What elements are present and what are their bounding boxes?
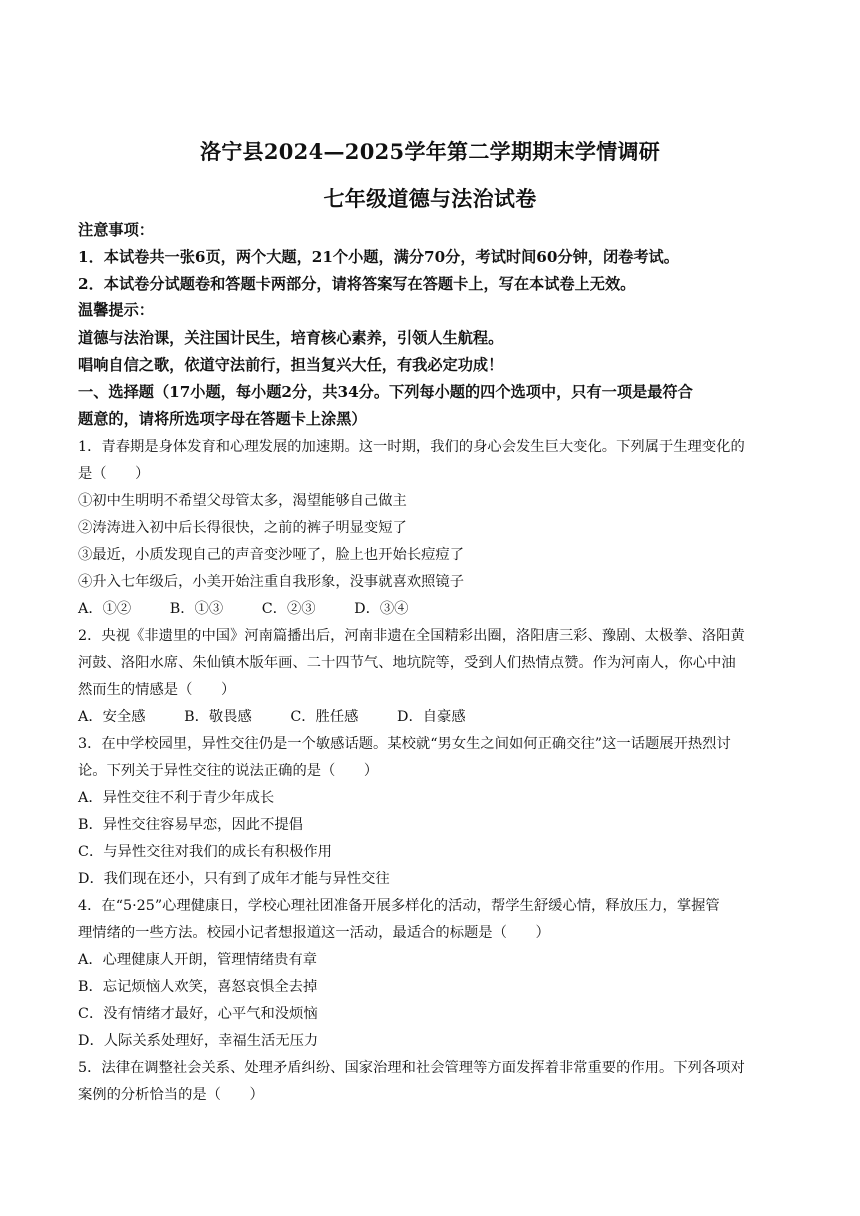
q4-option-d: D．人际关系处理好，幸福生活无压力 [78, 1033, 319, 1049]
q2-option-b: B．敬畏感 [184, 709, 252, 725]
q2-options [78, 707, 500, 727]
q3-stem-line-2: 论。下列关于异性交往的说法正确的是（ ） [78, 763, 379, 779]
q1-stem-line-1: 1．青春期是身体发育和心理发展的加速期。这一时期，我们的身心会发生巨大变化。下列属于生理变化的 [78, 439, 745, 455]
q1-stem-line-2: 是（ ） [78, 466, 150, 482]
tips-heading: 温馨提示： [78, 301, 154, 319]
q1-statement-1: ①初中生明明不希望父母管太多，渴望能够自己做主 [78, 493, 407, 509]
q2-stem-line-3: 然而生的情感是（ ） [78, 682, 236, 698]
notice-heading: 注意事项： [78, 221, 154, 239]
q1-option-d: D．③④ [354, 601, 409, 617]
q1-statement-3: ③最近，小质发现自己的声音变沙哑了，脸上也开始长痘痘了 [78, 547, 465, 563]
q2-stem-line-2: 河鼓、洛阳水席、朱仙镇木版年画、二十四节气、地坑院等，受到人们热情点赞。作为河南人，你心中油 [78, 655, 736, 671]
q4-stem-line-1: 4．在“5·25”心理健康日，学校心理社团准备开展多样化的活动，帮学生舒缓心情，释放压力，掌握管 [78, 898, 720, 914]
q2-stem-line-1: 2．央视《非遗里的中国》河南篇播出后，河南非遗在全国精彩出圈，洛阳唐三彩、豫剧、太极拳、洛阳黄 [78, 628, 745, 644]
q4-option-c: C．没有情绪才最好，心平气和没烦恼 [78, 1006, 318, 1022]
q1-option-c: C．②③ [261, 601, 316, 617]
notice-item-1: 1．本试卷共一张6页，两个大题，21个小题，满分70分，考试时间60分钟，闭卷考试。 [78, 248, 679, 266]
q2-option-c: C．胜任感 [290, 709, 359, 725]
exam-subtitle: 七年级道德与法治试卷 [323, 186, 537, 211]
q1-statement-4: ④升入七年级后，小美开始注重自我形象，没事就喜欢照镜子 [78, 574, 465, 590]
q1-options [78, 599, 442, 619]
q1-option-b: B．①③ [169, 601, 224, 617]
section-heading-line-2: 题意的，请将所选项字母在答题卡上涂黑） [78, 410, 367, 428]
tips-line-2: 唱响自信之歌，依道守法前行，担当复兴大任，有我必定功成！ [78, 356, 504, 374]
q1-statement-2: ②涛涛进入初中后长得很快，之前的裤子明显变短了 [78, 520, 407, 536]
q4-stem-line-2: 理情绪的一些方法。校园小记者想报道这一活动，最适合的标题是（ ） [78, 925, 550, 941]
q3-option-a: A．异性交往不利于青少年成长 [78, 790, 275, 806]
tips-line-1: 道德与法治课，关注国计民生，培育核心素养，引领人生航程。 [78, 329, 504, 347]
q1-option-a: A．①② [78, 601, 132, 617]
q3-option-d: D．我们现在还小，只有到了成年才能与异性交往 [78, 871, 390, 887]
exam-title: 洛宁县2024—2025学年第二学期期末学情调研 [199, 139, 661, 164]
q5-stem-line-2: 案例的分析恰当的是（ ） [78, 1087, 264, 1103]
q2-option-a: A．安全感 [78, 709, 146, 725]
q4-option-b: B．忘记烦恼人欢笑，喜怒哀惧全去掉 [78, 979, 318, 995]
q3-stem-line-1: 3．在中学校园里，异性交往仍是一个敏感话题。某校就“男女生之间如何正确交往”这一话题展开热烈讨 [78, 736, 731, 752]
q5-stem-line-1: 5．法律在调整社会关系、处理矛盾纠纷、国家治理和社会管理等方面发挥着非常重要的作用。下列各项对 [78, 1060, 745, 1076]
q2-option-d: D．自豪感 [397, 709, 466, 725]
notice-item-2: 2．本试卷分试题卷和答题卡两部分，请将答案写在答题卡上，写在本试卷上无效。 [78, 275, 636, 293]
section-heading-line-1: 一、选择题（17小题，每小题2分，共34分。下列每小题的四个选项中，只有一项是最符合 [78, 383, 693, 401]
q4-option-a: A．心理健康人开朗，管理情绪贵有章 [78, 952, 318, 968]
q3-option-c: C．与异性交往对我们的成长有积极作用 [78, 844, 332, 860]
q3-option-b: B．异性交往容易早恋，因此不提倡 [78, 817, 303, 833]
